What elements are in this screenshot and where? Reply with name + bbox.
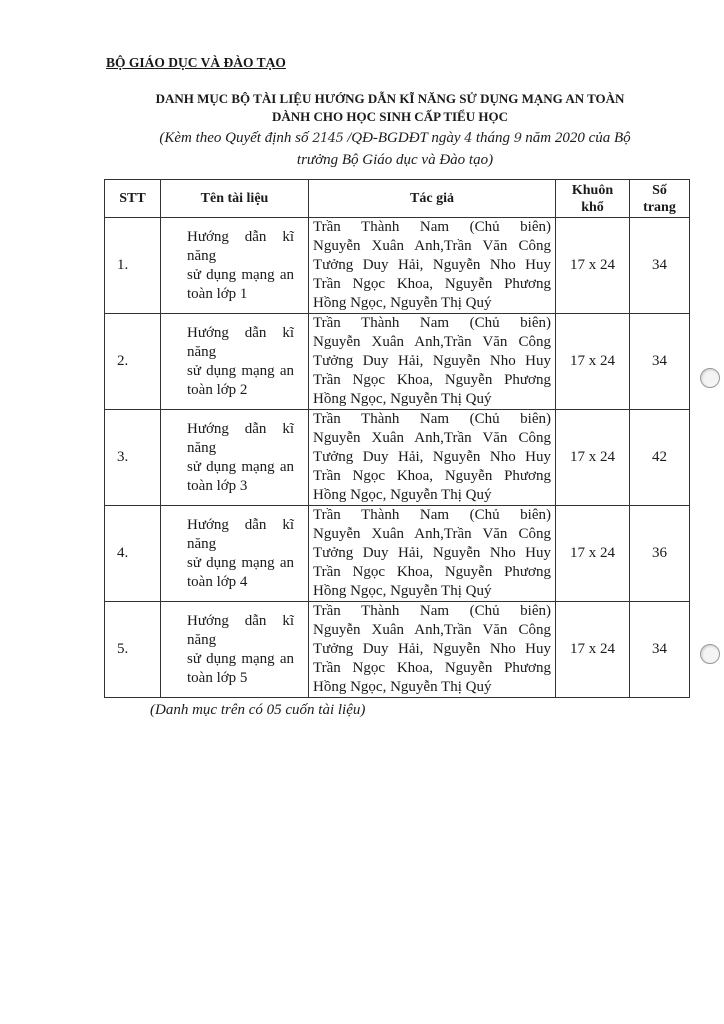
- author-line: Trần Thành Nam (Chủ biên): [313, 603, 551, 619]
- row-size: 17 x 24: [556, 602, 630, 698]
- subtitle-part1: (Kèm theo Quyết định số: [159, 130, 313, 146]
- author-line: Trần Ngọc Khoa, Nguyễn Phương: [313, 660, 551, 676]
- document-name-line: toàn lớp 4: [187, 573, 248, 590]
- decision-day: 4: [464, 131, 473, 146]
- author-line: Trần Ngọc Khoa, Nguyễn Phương: [313, 564, 551, 580]
- document-name-line: toàn lớp 2: [187, 381, 248, 398]
- author-line: Hồng Ngọc, Nguyễn Thị Quý: [313, 487, 492, 503]
- row-document-name: [161, 506, 309, 602]
- author-line: Hồng Ngọc, Nguyễn Thị Quý: [313, 391, 492, 407]
- author-line: Hồng Ngọc, Nguyễn Thị Quý: [313, 679, 492, 695]
- author-line: Nguyễn Xuân Anh,Trần Văn Công: [313, 622, 551, 638]
- author-line: Tưởng Duy Hải, Nguyễn Nho Huy: [313, 353, 551, 369]
- header-size-line2: khổ: [581, 199, 604, 215]
- row-stt: 5.: [105, 602, 161, 698]
- row-size: 17 x 24: [556, 218, 630, 314]
- row-pages: 34: [630, 602, 690, 698]
- row-authors: [309, 314, 556, 410]
- row-stt: 4.: [105, 506, 161, 602]
- document-name-line: toàn lớp 3: [187, 477, 248, 494]
- ministry-name: BỘ GIÁO DỤC VÀ ĐÀO TẠO: [106, 55, 286, 70]
- row-stt: 3.: [105, 410, 161, 506]
- document-name-line: sử dụng mạng an: [187, 650, 294, 667]
- author-line: Trần Ngọc Khoa, Nguyễn Phương: [313, 276, 551, 292]
- table-header-row: [105, 180, 690, 218]
- decision-reference: [100, 128, 690, 149]
- document-title-line2: DÀNH CHO HỌC SINH CẤP TIỂU HỌC: [272, 109, 508, 124]
- header-size: [556, 180, 630, 218]
- row-document-name: [161, 410, 309, 506]
- header-size-line1: Khuôn: [571, 182, 614, 198]
- header-stt: STT: [105, 180, 161, 218]
- row-authors: [309, 218, 556, 314]
- row-stt: 1.: [105, 218, 161, 314]
- row-stt: 2.: [105, 314, 161, 410]
- document-name-line: Hướng dẫn kĩ năng: [187, 324, 294, 360]
- subtitle-part3: tháng: [472, 130, 514, 146]
- subtitle-part2: /QĐ-BGDĐT ngày: [343, 130, 465, 146]
- author-line: Nguyễn Xuân Anh,Trần Văn Công: [313, 238, 551, 254]
- author-line: Nguyễn Xuân Anh,Trần Văn Công: [313, 334, 551, 350]
- document-name-line: Hướng dẫn kĩ năng: [187, 228, 294, 264]
- row-size: 17 x 24: [556, 506, 630, 602]
- document-name-line: Hướng dẫn kĩ năng: [187, 516, 294, 552]
- row-document-name: [161, 602, 309, 698]
- row-document-name: [161, 218, 309, 314]
- header-pages-line1: Số: [652, 182, 667, 198]
- punch-hole: [700, 644, 720, 664]
- author-line: Nguyễn Xuân Anh,Trần Văn Công: [313, 430, 551, 446]
- decision-month: 9: [513, 131, 522, 146]
- header-pages-line2: trang: [643, 199, 676, 215]
- header-pages: [630, 180, 690, 218]
- row-pages: 42: [630, 410, 690, 506]
- document-title: DANH MỤC BỘ TÀI LIỆU HƯỚNG DẪN KĨ NĂNG SỬ DỤNG MẠNG AN TOÀN: [155, 91, 625, 106]
- row-size: 17 x 24: [556, 410, 630, 506]
- author-line: Hồng Ngọc, Nguyễn Thị Quý: [313, 583, 492, 599]
- row-size: 17 x 24: [556, 314, 630, 410]
- documents-table: [104, 179, 690, 698]
- author-line: Nguyễn Xuân Anh,Trần Văn Công: [313, 526, 551, 542]
- row-pages: 36: [630, 506, 690, 602]
- row-authors: [309, 602, 556, 698]
- author-line: Trần Thành Nam (Chủ biên): [313, 219, 551, 235]
- table-row: [105, 218, 690, 314]
- document-name-line: sử dụng mạng an: [187, 554, 294, 571]
- table-row: [105, 410, 690, 506]
- document-name-line: toàn lớp 5: [187, 669, 248, 686]
- punch-hole: [700, 368, 720, 388]
- author-line: Trần Thành Nam (Chủ biên): [313, 411, 551, 427]
- footer-note: (Danh mục trên có 05 cuốn tài liệu): [150, 702, 366, 718]
- author-line: Tưởng Duy Hải, Nguyễn Nho Huy: [313, 449, 551, 465]
- header-name: Tên tài liệu: [161, 180, 309, 218]
- subtitle-part4: năm 2020 của Bộ: [521, 130, 631, 146]
- table-row: [105, 314, 690, 410]
- row-pages: 34: [630, 218, 690, 314]
- author-line: Trần Ngọc Khoa, Nguyễn Phương: [313, 372, 551, 388]
- author-line: Trần Ngọc Khoa, Nguyễn Phương: [313, 468, 551, 484]
- author-line: Trần Thành Nam (Chủ biên): [313, 315, 551, 331]
- document-name-line: Hướng dẫn kĩ năng: [187, 420, 294, 456]
- table-row: [105, 602, 690, 698]
- row-pages: 34: [630, 314, 690, 410]
- decision-number: 2145: [312, 131, 344, 146]
- document-name-line: sử dụng mạng an: [187, 458, 294, 475]
- author-line: Hồng Ngọc, Nguyễn Thị Quý: [313, 295, 492, 311]
- document-name-line: sử dụng mạng an: [187, 362, 294, 379]
- author-line: Trần Thành Nam (Chủ biên): [313, 507, 551, 523]
- table-row: [105, 506, 690, 602]
- document-name-line: sử dụng mạng an: [187, 266, 294, 283]
- author-line: Tưởng Duy Hải, Nguyễn Nho Huy: [313, 641, 551, 657]
- author-line: Tưởng Duy Hải, Nguyễn Nho Huy: [313, 257, 551, 273]
- document-name-line: Hướng dẫn kĩ năng: [187, 612, 294, 648]
- header-author: Tác giả: [309, 180, 556, 218]
- decision-reference-line2: trưởng Bộ Giáo dục và Đào tạo): [296, 152, 494, 168]
- row-authors: [309, 506, 556, 602]
- author-line: Tưởng Duy Hải, Nguyễn Nho Huy: [313, 545, 551, 561]
- row-document-name: [161, 314, 309, 410]
- document-name-line: toàn lớp 1: [187, 285, 248, 302]
- table-body: [105, 218, 690, 698]
- row-authors: [309, 410, 556, 506]
